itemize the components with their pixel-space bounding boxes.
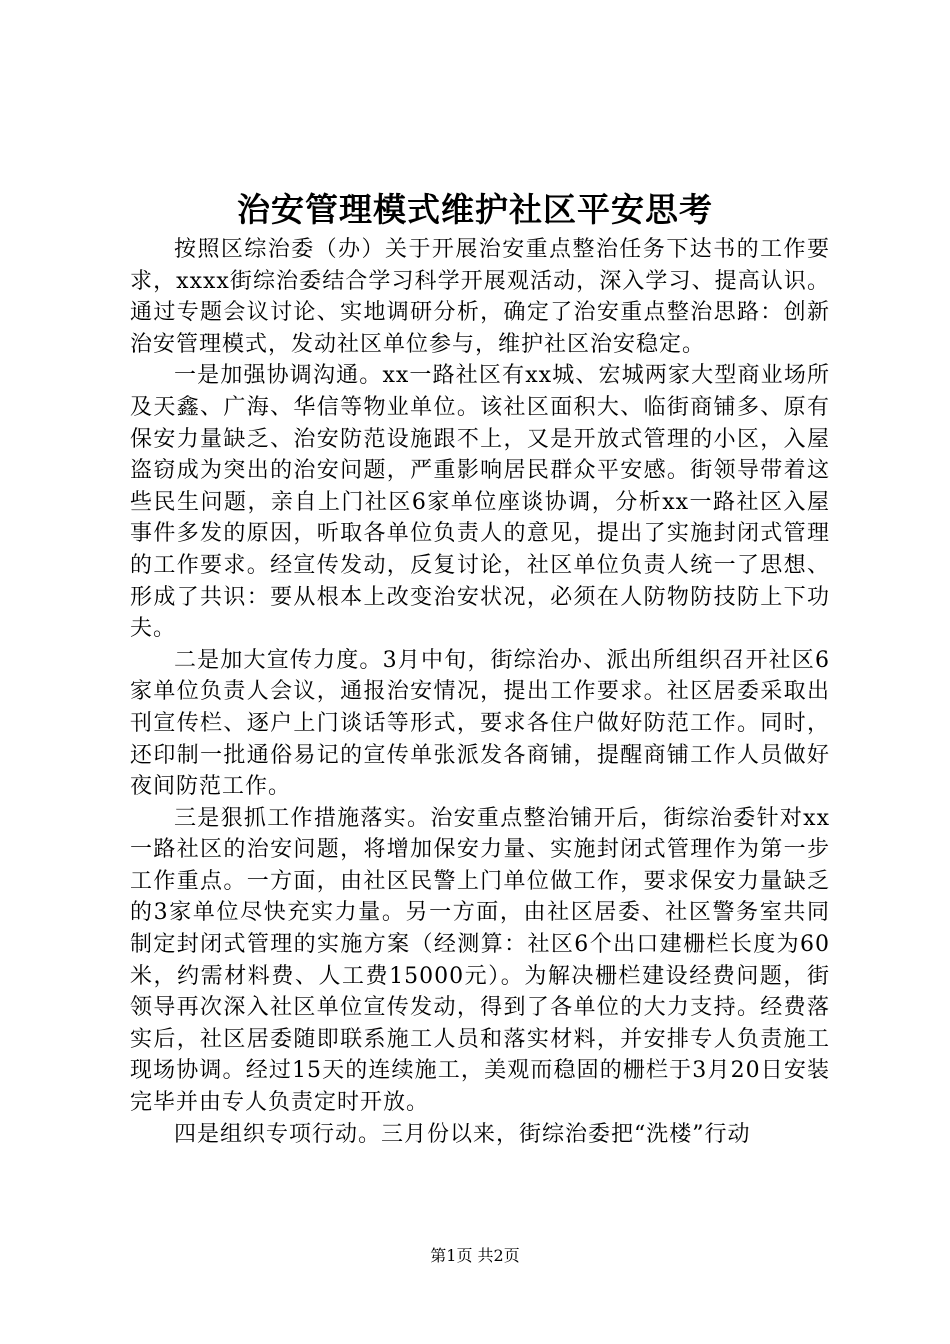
paragraph-publicity: 二是加大宣传力度。3月中旬，街综治办、派出所组织召开社区6家单位负责人会议，通报治安情况，提出工作要求。社区居委采取出刊宣传栏、逐户上门谈话等形式，要求各住户做好防范工作。同时，还印制一批通俗易记的宣传单张派发各商铺，提醒商铺工作人员做好夜间防范工作。 bbox=[130, 647, 830, 800]
paragraph-coordination: 一是加强协调沟通。xx一路社区有xx城、宏城两家大型商业场所及天鑫、广海、华信等物业单位。该社区面积大、临街商铺多、原有保安力量缺乏、治安防范设施跟不上，又是开放式管理的小区，入屋盗窃成为突出的治安问题，严重影响居民群众平安感。街领导带着这些民生问题，亲自上门社区6家单位座谈协调，分析xx一路社区入屋事件多发的原因，听取各单位负责人的意见，提出了实施封闭式管理的工作要求。经宣传发动，反复讨论，社区单位负责人统一了思想、形成了共识：要从根本上改变治安状况，必须在人防物防技防上下功夫。 bbox=[130, 363, 830, 642]
paragraph-special-action: 四是组织专项行动。三月份以来，街综治委把“洗楼”行动 bbox=[174, 1121, 751, 1147]
document-body bbox=[130, 234, 830, 1150]
document-title: 治安管理模式维护社区平安思考 bbox=[237, 190, 713, 229]
paragraph-intro: 按照区综治委（办）关于开展治安重点整治任务下达书的工作要求，xxxx街综治委结合学习科学开展观活动，深入学习、提高认识。通过专题会议讨论、实地调研分析，确定了治安重点整治思路：创新治安管理模式，发动社区单位参与，维护社区治安稳定。 bbox=[130, 237, 830, 357]
paragraph-measures: 三是狠抓工作措施落实。治安重点整治铺开后，街综治委针对xx一路社区的治安问题，将增加保安力量、实施封闭式管理作为第一步工作重点。一方面，由社区民警上门单位做工作，要求保安力量缺乏的3家单位尽快充实力量。另一方面，由社区居委、社区警务室共同制定封闭式管理的实施方案（经测算：社区6个出口建栅栏长度为60米，约需材料费、人工费15000元）。为解决栅栏建设经费问题，街领导再次深入社区单位宣传发动，得到了各单位的大力支持。经费落实后，社区居委随即联系施工人员和落实材料，并安排专人负责施工现场协调。经过15天的连续施工，美观而稳固的栅栏于3月20日安装完毕并由专人负责定时开放。 bbox=[130, 805, 830, 1116]
page-footer: 第1页 共2页 bbox=[430, 1246, 520, 1265]
